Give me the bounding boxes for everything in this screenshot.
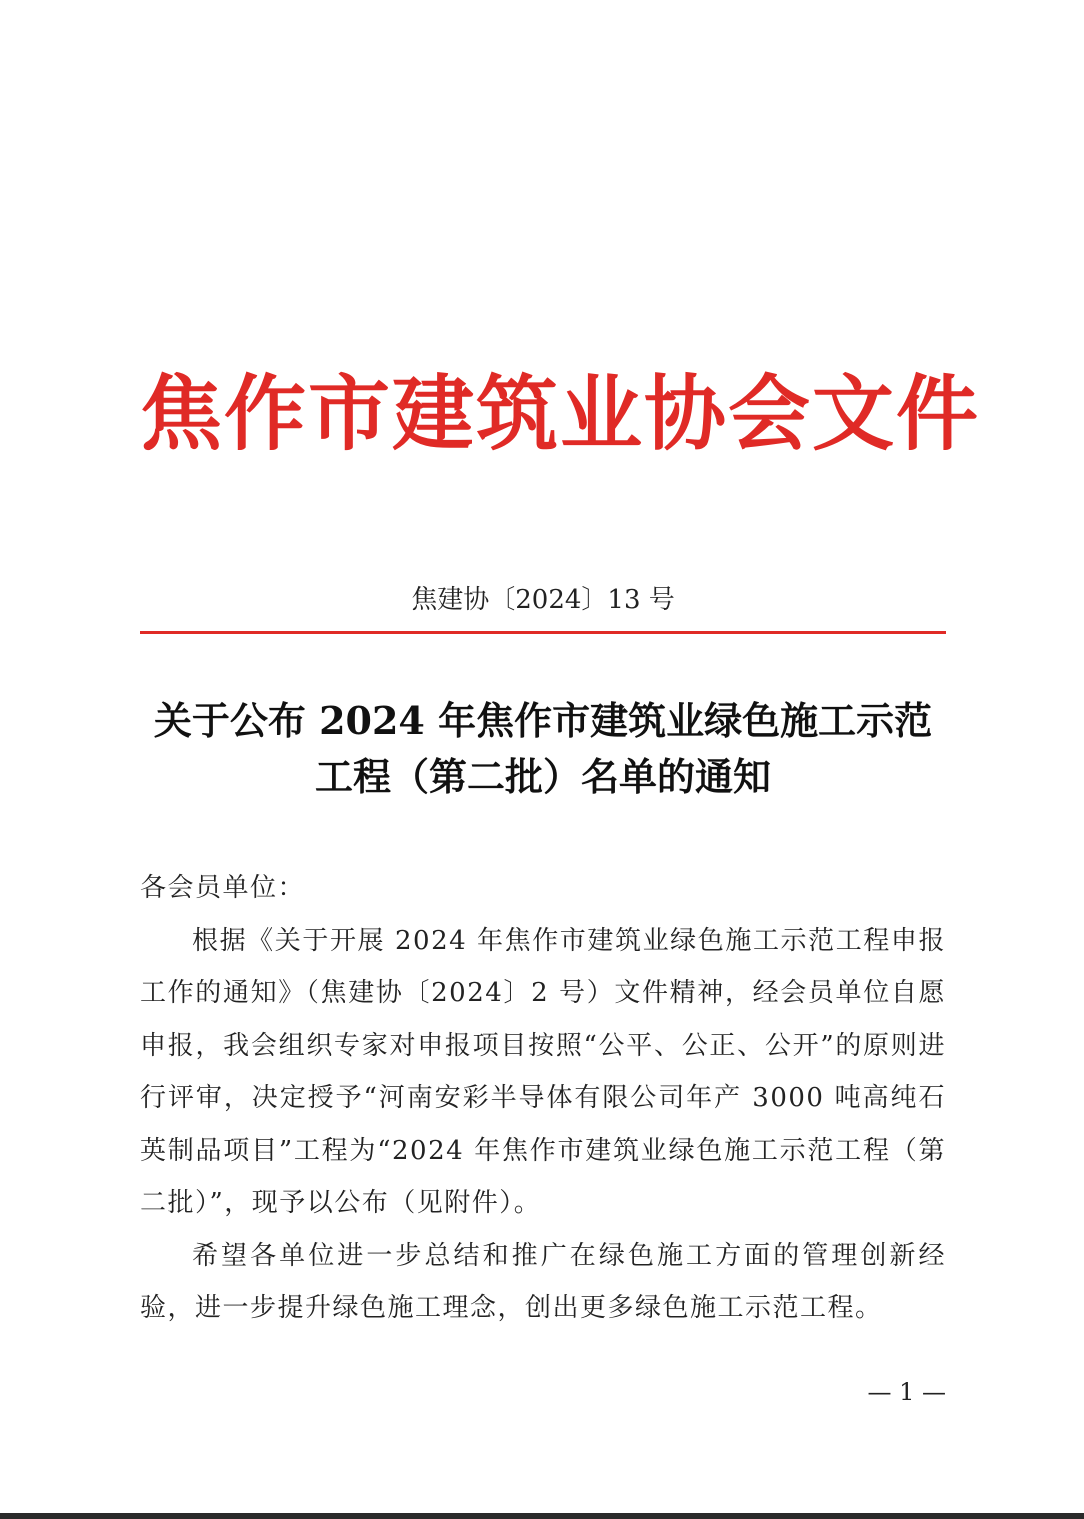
document-number: 焦建协〔2024〕13 号 [411,585,675,615]
body-paragraph-1: 根据《关于开展 2024 年焦作市建筑业绿色施工示范工程申报工作的通知》（焦建协〔2024〕2 号）文件精神，经会员单位自愿申报，我会组织专家对申报项目按照“公平、公正、公开”的原则进行评审，决定授予“河南安彩半导体有限公司年产 3000 吨高纯石英制品项目”工程为“2024 年焦作市建筑业绿色施工示范工程（第二批）”，现予以公布（见附件）。 [140,925,946,1218]
notice-body [140,862,946,1335]
notice-title [140,693,946,805]
masthead-title: 焦作市建筑业协会文件 [140,367,981,462]
notice-title-line-1: 关于公布 2024 年焦作市建筑业绿色施工示范 [153,698,933,743]
notice-title-line-2: 工程（第二批）名单的通知 [314,754,771,799]
bottom-edge-strip [0,1513,1084,1519]
page-number: — 1 — [867,1378,946,1406]
body-paragraph-2: 希望各单位进一步总结和推广在绿色施工方面的管理创新经验，进一步提升绿色施工理念，创出更多绿色施工示范工程。 [140,1240,946,1323]
red-divider-line [140,631,946,634]
salutation: 各会员单位： [140,873,306,903]
